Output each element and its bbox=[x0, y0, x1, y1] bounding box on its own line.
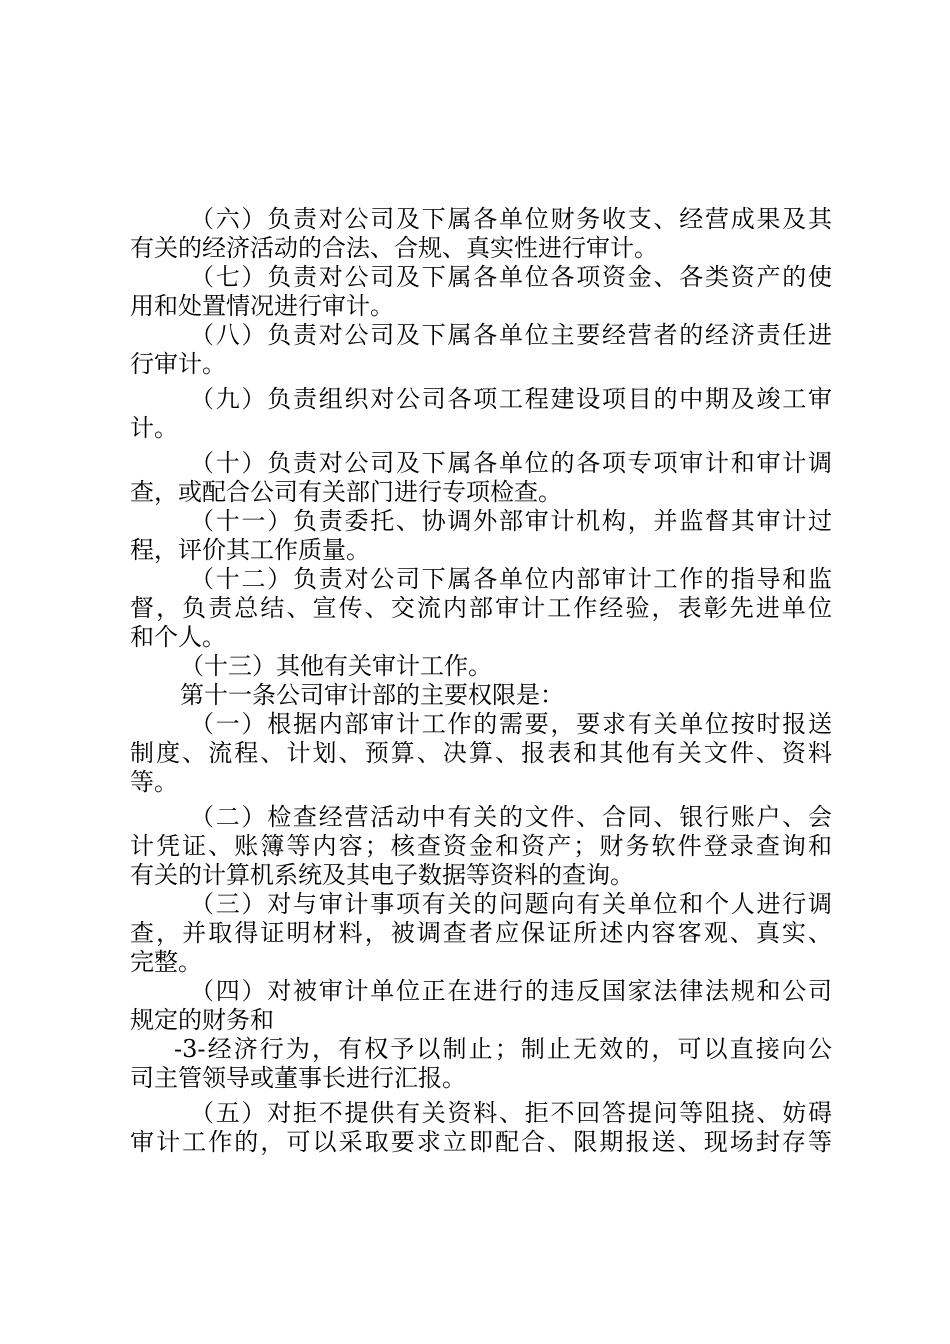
page-number-line: -3-经济行为，有权予以制止；制止无效的，可以直接向公 bbox=[174, 1035, 832, 1063]
paragraph-line: （三）对与审计事项有关的问题向有关单位和个人进行调 bbox=[190, 890, 832, 918]
paragraph-line: （五）对拒不提供有关资料、拒不回答提问等阻挠、妨碍 bbox=[190, 1099, 832, 1127]
paragraph-line: 和个人。 bbox=[130, 623, 226, 651]
paragraph-line: （八）负责对公司及下属各单位主要经营者的经济责任进 bbox=[190, 321, 832, 349]
paragraph-line: （一）根据内部审计工作的需要，要求有关单位按时报送 bbox=[190, 710, 832, 738]
paragraph-line: 制度、流程、计划、预算、决算、报表和其他有关文件、资料 bbox=[130, 739, 832, 767]
paragraph-line: 计凭证、账簿等内容；核查资金和资产；财务软件登录查询和 bbox=[130, 832, 832, 860]
paragraph-line: （十二）负责对公司下属各单位内部审计工作的指导和监 bbox=[190, 565, 832, 593]
article-heading: 第十一条公司审计部的主要权限是： bbox=[180, 681, 564, 709]
paragraph-line: 用和处置情况进行审计。 bbox=[130, 292, 394, 320]
paragraph-line: （七）负责对公司及下属各单位各项资金、各类资产的使 bbox=[190, 263, 832, 291]
paragraph-line: 有关的经济活动的合法、合规、真实性进行审计。 bbox=[130, 234, 658, 262]
paragraph-line: 有关的计算机系统及其电子数据等资料的查询。 bbox=[130, 861, 634, 889]
paragraph-line: 行审计。 bbox=[130, 350, 226, 378]
paragraph-line: （四）对被审计单位正在进行的违反国家法律法规和公司 bbox=[190, 977, 832, 1005]
paragraph-line: （二）检查经营活动中有关的文件、合同、银行账户、会 bbox=[190, 803, 832, 831]
paragraph-line: （十三）其他有关审计工作。 bbox=[180, 652, 492, 680]
paragraph-line: （十）负责对公司及下属各单位的各项专项审计和审计调 bbox=[190, 449, 832, 477]
paragraph-line: （十一）负责委托、协调外部审计机构，并监督其审计过 bbox=[190, 507, 832, 535]
paragraph-line: 计。 bbox=[130, 414, 178, 442]
paragraph-line: 完整。 bbox=[130, 948, 202, 976]
paragraph-line: 司主管领导或董事长进行汇报。 bbox=[130, 1064, 466, 1092]
paragraph-line: 等。 bbox=[130, 768, 178, 796]
paragraph-line: （九）负责组织对公司各项工程建设项目的中期及竣工审 bbox=[190, 385, 832, 413]
paragraph-line: 查，或配合公司有关部门进行专项检查。 bbox=[130, 478, 562, 506]
paragraph-line: 程，评价其工作质量。 bbox=[130, 536, 370, 564]
document-body bbox=[130, 205, 832, 1157]
paragraph-line: 查，并取得证明材料，被调查者应保证所述内容客观、真实、 bbox=[130, 919, 832, 947]
paragraph-line: （六）负责对公司及下属各单位财务收支、经营成果及其 bbox=[190, 205, 832, 233]
paragraph-line: 规定的财务和 bbox=[130, 1006, 274, 1034]
paragraph-line: 督，负责总结、宣传、交流内部审计工作经验，表彰先进单位 bbox=[130, 594, 832, 622]
paragraph-line: 审计工作的，可以采取要求立即配合、限期报送、现场封存等 bbox=[130, 1128, 832, 1156]
